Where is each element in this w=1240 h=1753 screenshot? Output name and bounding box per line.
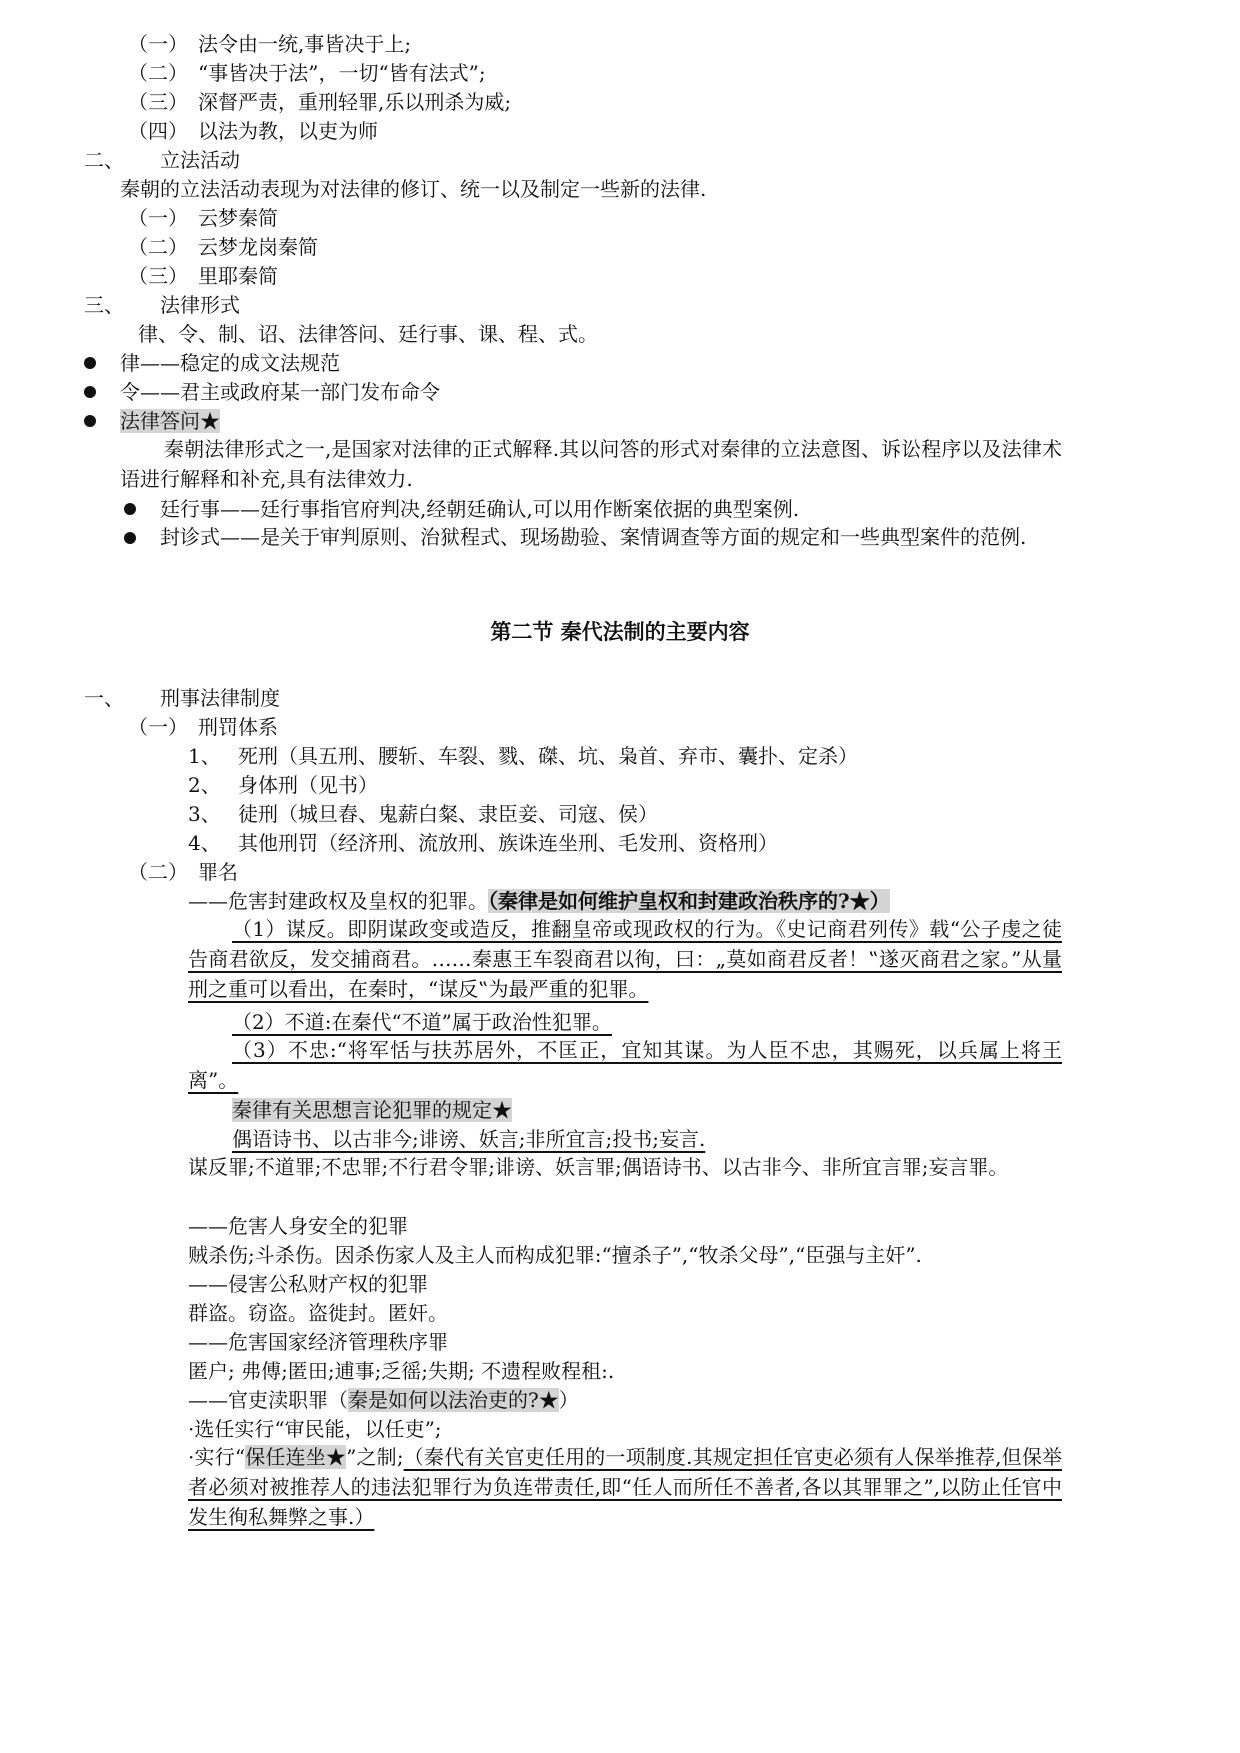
form-bullet-ling: 令——君主或政府某一部门发布命令 bbox=[120, 380, 440, 404]
legislation-item-3 bbox=[128, 260, 278, 292]
item-number: 4、 bbox=[188, 831, 221, 855]
principle-4 bbox=[128, 115, 378, 147]
item-text: 云梦龙岗秦简 bbox=[198, 235, 318, 259]
crime-category-official bbox=[188, 1384, 579, 1416]
official-rule-2 bbox=[188, 1442, 1062, 1532]
principle-2 bbox=[128, 57, 486, 89]
penalty-item-4 bbox=[188, 827, 778, 859]
principle-3 bbox=[128, 86, 511, 118]
penalty-heading bbox=[128, 711, 278, 743]
principle-1 bbox=[128, 28, 411, 60]
item-text: 死刑（具五刑、腰斩、车裂、戮、磔、坑、枭首、弃市、囊扑、定杀） bbox=[238, 744, 858, 768]
highlighted-question: （秦律是如何维护皇权和封建政治秩序的?★） bbox=[488, 889, 890, 913]
crime-summary: 谋反罪;不道罪;不忠罪;不行君令罪;诽谤、妖言罪;偶语诗书、以古非今、非所宜言罪;妄言罪。 bbox=[188, 1155, 1009, 1179]
item-text: 身体刑（见书） bbox=[238, 773, 378, 797]
answer-description: 秦朝法律形式之一,是国家对法律的正式解释.其以问答的形式对秦律的立法意图、诉讼程序以及法律术语进行解释和补充,具有法律效力. bbox=[120, 437, 1062, 491]
principle-text: 以法为教，以吏为师 bbox=[198, 119, 378, 143]
sub-bullet-fengzhenshi: 封诊式——是关于审判原则、治狱程式、现场勘验、案情调查等方面的规定和一些典型案件的范例. bbox=[160, 525, 1027, 549]
principle-text: “事皆决于法”，一切“皆有法式”; bbox=[198, 61, 486, 85]
item-number: 1、 bbox=[188, 744, 221, 768]
crime-category-political bbox=[188, 885, 890, 917]
penalty-item-2 bbox=[188, 769, 378, 801]
criminal-heading bbox=[84, 682, 280, 714]
rebellion-paragraph: （1）谋反。即阴谋政变或造反，推翻皇帝或现政权的行为。《史记商君列传》载“公子虔之徒告商君欲反，发交捕商君。……秦惠王车裂商君以徇，曰：„莫如商君反者！‟遂灭商君之家。”从量刑之重可以看出，在秦时，“谋反‟为最严重的犯罪。 bbox=[188, 917, 1062, 1001]
section-title: 第二节 秦代法制的主要内容 bbox=[490, 620, 750, 644]
crime-person-text: 贼杀伤;斗杀伤。因杀伤家人及主人而构成犯罪:“擅杀子”,“牧杀父母”,“臣强与主奸”. bbox=[188, 1243, 922, 1267]
legislation-item-2 bbox=[128, 231, 318, 263]
item-number: 2、 bbox=[188, 773, 221, 797]
heading-label: 二、 bbox=[84, 148, 124, 172]
category-text: ——危害封建政权及皇权的犯罪。 bbox=[188, 889, 488, 913]
highlighted-term: 法律答问★ bbox=[120, 409, 220, 433]
rule-mid: ”之制; bbox=[346, 1445, 404, 1469]
form-bullet-lv: 律——稳定的成文法规范 bbox=[120, 351, 340, 375]
bullet-icon bbox=[124, 532, 136, 544]
crime-category-property: ——侵害公私财产权的犯罪 bbox=[188, 1272, 428, 1296]
item-text: 里耶秦简 bbox=[198, 264, 278, 288]
form-bullet-answer bbox=[120, 405, 220, 437]
category-text: ——官吏渎职罪（ bbox=[188, 1388, 348, 1412]
item-label: （二） bbox=[128, 235, 188, 259]
highlighted-term: 保任连坐★ bbox=[245, 1445, 347, 1469]
principle-label: （一） bbox=[128, 32, 188, 56]
buzhong-paragraph: （3）不忠:“将军恬与扶苏居外，不匡正，宜知其谋。为人臣不忠，其赐死，以兵属上将王离”。 bbox=[188, 1038, 1062, 1092]
bullet-icon bbox=[84, 386, 96, 398]
crime-category-person: ——危害人身安全的犯罪 bbox=[188, 1214, 408, 1238]
item-text: 云梦秦简 bbox=[198, 206, 278, 230]
heading-label: 一、 bbox=[84, 686, 124, 710]
item-number: 3、 bbox=[188, 802, 221, 826]
speech-heading bbox=[232, 1094, 512, 1126]
item-label: （一） bbox=[128, 206, 188, 230]
rule-note: （秦代有关官吏任用的一项制度.其规定担任官吏必须有人保举推荐,但保举者必须对被推荐人的违法犯罪行为负连带责任,即“任人而所任不善者,各以其罪罪之”,以防止任官中发生徇私舞弊之事.） bbox=[188, 1445, 1062, 1529]
heading-text: 罪名 bbox=[198, 860, 238, 884]
legislation-intro: 秦朝的立法活动表现为对法律的修订、统一以及制定一些新的法律. bbox=[120, 177, 707, 201]
heading-text: 法律形式 bbox=[160, 293, 240, 317]
item-text: 其他刑罚（经济刑、流放刑、族诛连坐刑、毛发刑、资格刑） bbox=[238, 831, 778, 855]
heading-label: 三、 bbox=[84, 293, 124, 317]
highlighted-term: 秦律有关思想言论犯罪的规定★ bbox=[232, 1098, 512, 1122]
crime-property-text: 群盗。窃盗。盗徙封。匿奸。 bbox=[188, 1301, 448, 1325]
speech-list: 偶语诗书、以古非今;诽谤、妖言;非所宜言;投书;妄言. bbox=[232, 1127, 706, 1151]
item-label: （三） bbox=[128, 264, 188, 288]
heading-label: （一） bbox=[128, 715, 188, 739]
highlighted-question: 秦是如何以法治吏的?★ bbox=[348, 1388, 559, 1412]
item-text: 徒刑（城旦舂、鬼薪白粲、隶臣妾、司寇、侯） bbox=[238, 802, 658, 826]
bullet-icon bbox=[124, 503, 136, 515]
forms-list: 律、令、制、诏、法律答问、廷行事、课、程、式。 bbox=[138, 322, 598, 346]
rule-prefix: ·实行“ bbox=[188, 1445, 246, 1469]
sub-bullet-tingxingshi: 廷行事——廷行事指官府判决,经朝廷确认,可以用作断案依据的典型案例. bbox=[160, 497, 800, 521]
legislation-heading bbox=[84, 144, 240, 176]
category-suffix: ） bbox=[558, 1388, 579, 1412]
principle-label: （二） bbox=[128, 61, 188, 85]
crime-economic-text: 匿户; 弗傅;匿田;逋事;乏徭;失期; 不遗程败程租:. bbox=[188, 1359, 615, 1383]
principle-text: 法令由一统,事皆决于上; bbox=[198, 32, 412, 56]
penalty-item-3 bbox=[188, 798, 658, 830]
budao-line: （2）不道:在秦代“不道”属于政治性犯罪。 bbox=[232, 1010, 612, 1034]
bullet-icon bbox=[84, 357, 96, 369]
heading-text: 刑罚体系 bbox=[198, 715, 278, 739]
heading-text: 刑事法律制度 bbox=[160, 686, 280, 710]
principle-label: （四） bbox=[128, 119, 188, 143]
bullet-icon bbox=[84, 415, 96, 427]
official-rule-1: ·选任实行“审民能，以任吏”; bbox=[188, 1417, 442, 1441]
heading-text: 立法活动 bbox=[160, 148, 240, 172]
penalty-item-1 bbox=[188, 740, 858, 772]
forms-heading bbox=[84, 289, 240, 321]
principle-label: （三） bbox=[128, 90, 188, 114]
crimes-heading bbox=[128, 856, 238, 888]
legislation-item-1 bbox=[128, 202, 278, 234]
crime-category-economic: ——危害国家经济管理秩序罪 bbox=[188, 1330, 448, 1354]
heading-label: （二） bbox=[128, 860, 188, 884]
principle-text: 深督严责，重刑轻罪,乐以刑杀为威; bbox=[198, 90, 512, 114]
